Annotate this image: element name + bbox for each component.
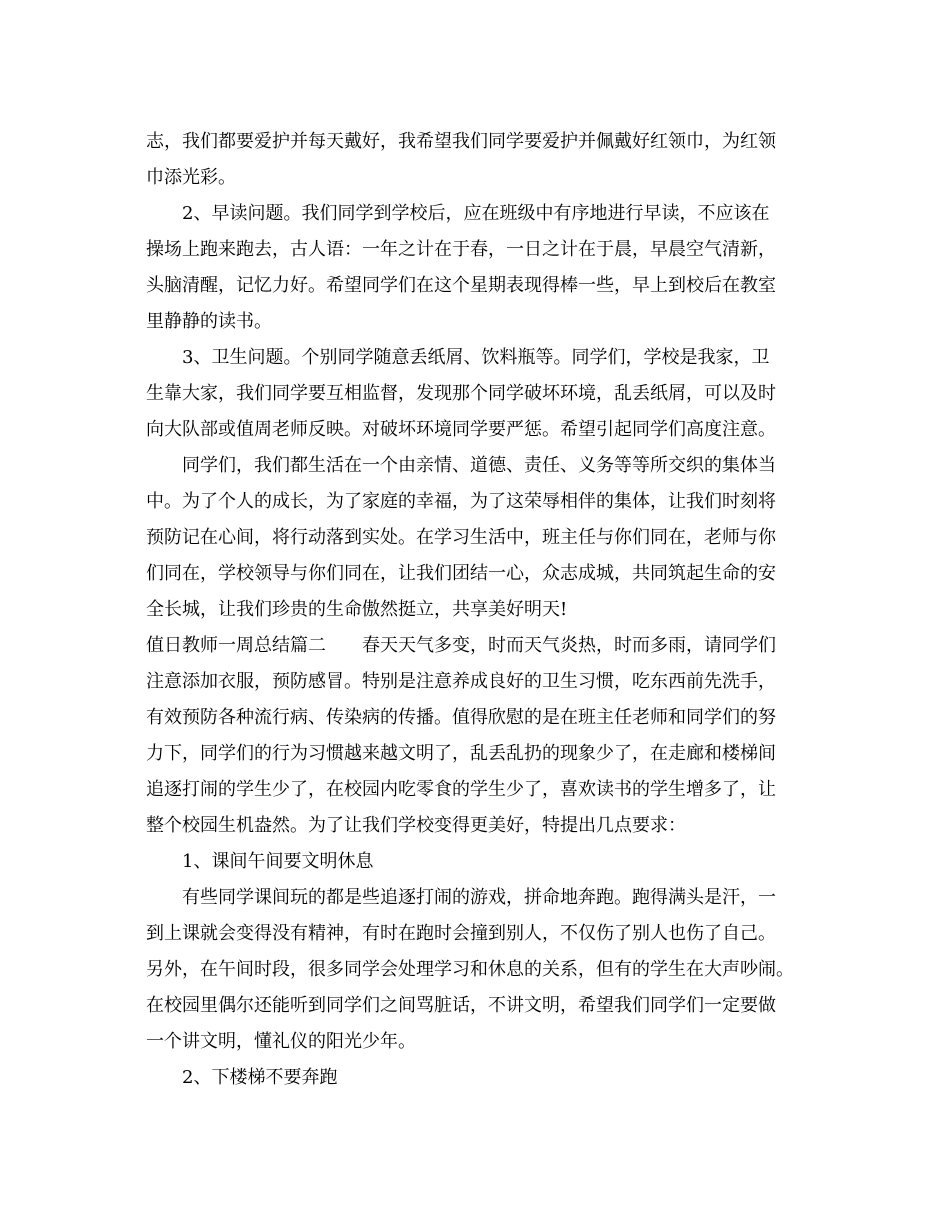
text-line: 1、课间午间要文明休息 — [182, 851, 374, 872]
text-line: 追逐打闹的学生少了，在校园内吃零食的学生少了，喜欢读书的学生增多了，让 — [146, 779, 776, 800]
text-line: 整个校园生机盎然。为了让我们学校变得更美好，特提出几点要求： — [146, 815, 686, 836]
text-line: 值日教师一周总结篇二 春天天气多变，时而天气炎热，时而多雨，请同学们 — [146, 635, 776, 656]
text-line: 另外，在午间时段，很多同学会处理学习和休息的关系，但有的学生在大声吵闹。 — [146, 959, 794, 980]
text-line: 全长城，让我们珍贵的生命傲然挺立，共享美好明天! — [146, 599, 568, 620]
text-line: 预防记在心间，将行动落到实处。在学习生活中，班主任与你们同在，老师与你 — [146, 527, 776, 548]
text-line: 头脑清醒，记忆力好。希望同学们在这个星期表现得棒一些，早上到校后在教室 — [146, 275, 776, 296]
text-line: 巾添光彩。 — [146, 167, 236, 188]
text-line: 志，我们都要爱护并每天戴好，我希望我们同学要爱护并佩戴好红领巾，为红领 — [146, 131, 776, 152]
text-line: 同学们，我们都生活在一个由亲情、道德、责任、义务等等所交织的集体当 — [182, 455, 776, 476]
text-line: 们同在，学校领导与你们同在，让我们团结一心，众志成城，共同筑起生命的安 — [146, 563, 776, 584]
text-line: 到上课就会变得没有精神，有时在跑时会撞到别人，不仅伤了别人也伤了自己。 — [146, 923, 776, 944]
text-line: 向大队部或值周老师反映。对破坏环境同学要严惩。希望引起同学们高度注意。 — [146, 419, 776, 440]
text-line: 中。为了个人的成长，为了家庭的幸福，为了这荣辱相伴的集体，让我们时刻将 — [146, 491, 776, 512]
text-line: 力下，同学们的行为习惯越来越文明了，乱丢乱扔的现象少了，在走廊和楼梯间 — [146, 743, 776, 764]
text-line: 2、早读问题。我们同学到学校后，应在班级中有序地进行早读，不应该在 — [182, 203, 770, 224]
text-line: 一个讲文明，懂礼仪的阳光少年。 — [146, 1031, 416, 1052]
text-line: 2、下楼梯不要奔跑 — [182, 1067, 338, 1088]
text-line: 3、卫生问题。个别同学随意丢纸屑、饮料瓶等。同学们，学校是我家，卫 — [182, 347, 770, 368]
text-line: 注意添加衣服，预防感冒。特别是注意养成良好的卫生习惯，吃东西前先洗手， — [146, 671, 776, 692]
text-line: 操场上跑来跑去，古人语：一年之计在于春，一日之计在于晨，早晨空气清新， — [146, 239, 776, 260]
text-line: 里静静的读书。 — [146, 311, 272, 332]
text-line: 有些同学课间玩的都是些追逐打闹的游戏，拼命地奔跑。跑得满头是汗，一 — [182, 887, 776, 908]
document-body — [146, 124, 806, 1096]
text-line: 有效预防各种流行病、传染病的传播。值得欣慰的是在班主任老师和同学们的努 — [146, 707, 776, 728]
text-line: 在校园里偶尔还能听到同学们之间骂脏话，不讲文明，希望我们同学们一定要做 — [146, 995, 776, 1016]
text-line: 生靠大家，我们同学要互相监督，发现那个同学破坏环境，乱丢纸屑，可以及时 — [146, 383, 776, 404]
